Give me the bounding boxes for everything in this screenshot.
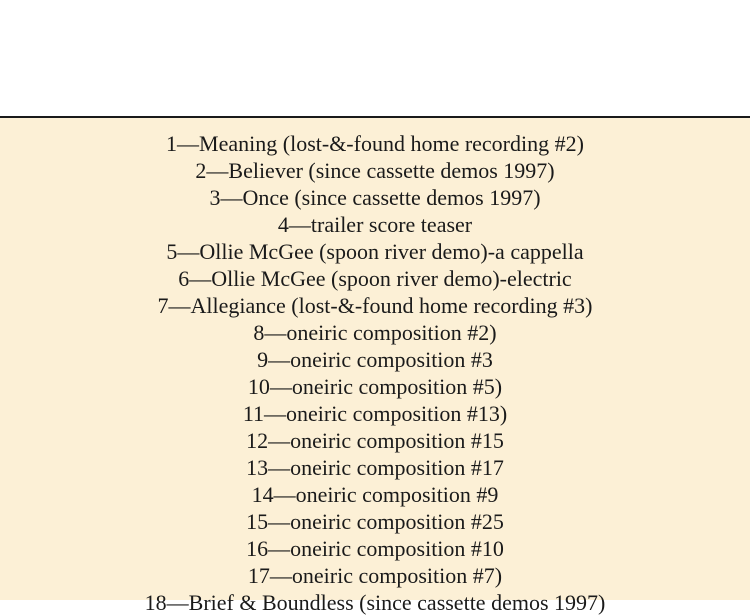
track-item: 7—Allegiance (lost-&-found home recording #3) — [157, 293, 593, 318]
track-item: 6—Ollie McGee (spoon river demo)-electric — [178, 266, 572, 291]
track-item: 15—oneiric composition #25 — [246, 509, 504, 534]
tracklist-panel — [0, 116, 750, 615]
track-item: 2—Believer (since cassette demos 1997) — [195, 158, 555, 183]
track-item: 17—oneiric composition #7) — [247, 563, 503, 588]
track-item: 8—oneiric composition #2) — [253, 320, 497, 345]
track-item: 11—oneiric composition #13) — [242, 401, 508, 426]
track-item: 4—trailer score teaser — [277, 212, 473, 237]
track-item: 12—oneiric composition #15 — [246, 428, 504, 453]
track-item: 16—oneiric composition #10 — [246, 536, 504, 561]
track-item: 18—Brief & Boundless (since cassette demos 1997) — [144, 590, 606, 615]
track-item: 1—Meaning (lost-&-found home recording #2) — [166, 131, 584, 156]
track-item: 10—oneiric composition #5) — [247, 374, 503, 399]
track-item: 3—Once (since cassette demos 1997) — [209, 185, 541, 210]
track-item: 9—oneiric composition #3 — [257, 347, 493, 372]
track-item: 5—Ollie McGee (spoon river demo)-a cappella — [166, 239, 584, 264]
track-item: 14—oneiric composition #9 — [251, 482, 499, 507]
header-blank-area — [0, 0, 750, 116]
track-list — [0, 118, 750, 616]
track-item: 13—oneiric composition #17 — [246, 455, 504, 480]
